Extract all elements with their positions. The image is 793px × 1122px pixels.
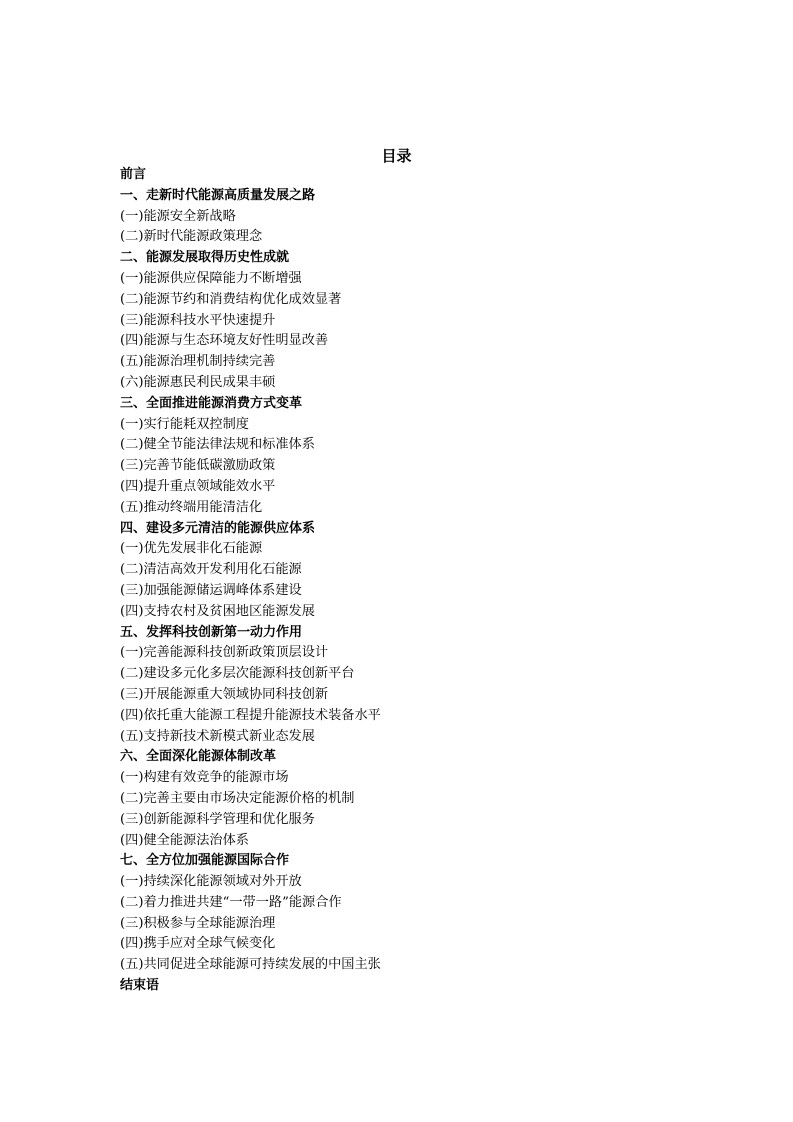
toc-subsection-item: (三)开展能源重大领域协同科技创新: [120, 686, 329, 702]
toc-subsection-item: (三)完善节能低碳激励政策: [120, 458, 276, 474]
toc-subsection-item: (四)依托重大能源工程提升能源技术装备水平: [120, 707, 381, 723]
toc-list: [120, 165, 720, 997]
toc-subsection-item: (一)完善能源科技创新政策顶层设计: [120, 645, 329, 661]
toc-subsection-item: (二)建设多元化多层次能源科技创新平台: [120, 666, 355, 682]
toc-subsection-item: (五)共同促进全球能源可持续发展的中国主张: [120, 957, 381, 973]
toc-subsection-item: (六)能源惠民利民成果丰硕: [120, 374, 276, 390]
toc-subsection-item: (二)着力推进共建“一带一路”能源合作: [120, 894, 342, 910]
toc-subsection-item: (三)积极参与全球能源治理: [120, 915, 276, 931]
toc-subsection-item: (五)推动终端用能清洁化: [120, 499, 263, 515]
toc-subsection-item: (四)能源与生态环境友好性明显改善: [120, 333, 329, 349]
toc-section-heading: 三、全面推进能源消费方式变革: [120, 395, 303, 411]
toc-section-heading: 前言: [120, 167, 147, 182]
toc-subsection-item: (二)健全节能法律法规和标准体系: [120, 437, 315, 453]
toc-subsection-item: (一)持续深化能源领域对外开放: [120, 874, 302, 890]
toc-subsection-item: (五)能源治理机制持续完善: [120, 354, 276, 370]
toc-section-heading: 六、全面深化能源体制改革: [120, 749, 277, 765]
toc-subsection-item: (四)提升重点领域能效水平: [120, 478, 276, 494]
toc-subsection-item: (一)实行能耗双控制度: [120, 416, 249, 432]
toc-section-heading: 四、建设多元清洁的能源供应体系: [120, 520, 316, 536]
toc-section-heading: 二、能源发展取得历史性成就: [120, 250, 290, 266]
toc-section-heading: 结束语: [120, 978, 160, 994]
toc-subsection-item: (二)新时代能源政策理念: [120, 229, 263, 245]
toc-subsection-item: (二)能源节约和消费结构优化成效显著: [120, 291, 342, 307]
toc-subsection-item: (四)携手应对全球气候变化: [120, 936, 276, 952]
toc-subsection-item: (五)支持新技术新模式新业态发展: [120, 728, 315, 744]
toc-subsection-item: (三)加强能源储运调峰体系建设: [120, 582, 302, 598]
toc-section-heading: 七、全方位加强能源国际合作: [120, 853, 290, 869]
toc-title: 目录: [381, 147, 412, 165]
toc-subsection-item: (三)创新能源科学管理和优化服务: [120, 811, 315, 827]
toc-subsection-item: (二)完善主要由市场决定能源价格的机制: [120, 790, 355, 806]
toc-subsection-item: (三)能源科技水平快速提升: [120, 312, 276, 328]
toc-section-heading: 五、发挥科技创新第一动力作用: [120, 624, 303, 640]
toc-subsection-item: (一)构建有效竞争的能源市场: [120, 770, 289, 786]
toc-subsection-item: (一)能源供应保障能力不断增强: [120, 270, 302, 286]
toc-subsection-item: (一)能源安全新战略: [120, 208, 236, 224]
toc-subsection-item: (二)清洁高效开发利用化石能源: [120, 562, 302, 578]
toc-subsection-item: (四)健全能源法治体系: [120, 832, 249, 848]
toc-subsection-item: (四)支持农村及贫困地区能源发展: [120, 603, 315, 619]
toc-section-heading: 一、走新时代能源高质量发展之路: [120, 187, 316, 203]
toc-subsection-item: (一)优先发展非化石能源: [120, 541, 263, 557]
